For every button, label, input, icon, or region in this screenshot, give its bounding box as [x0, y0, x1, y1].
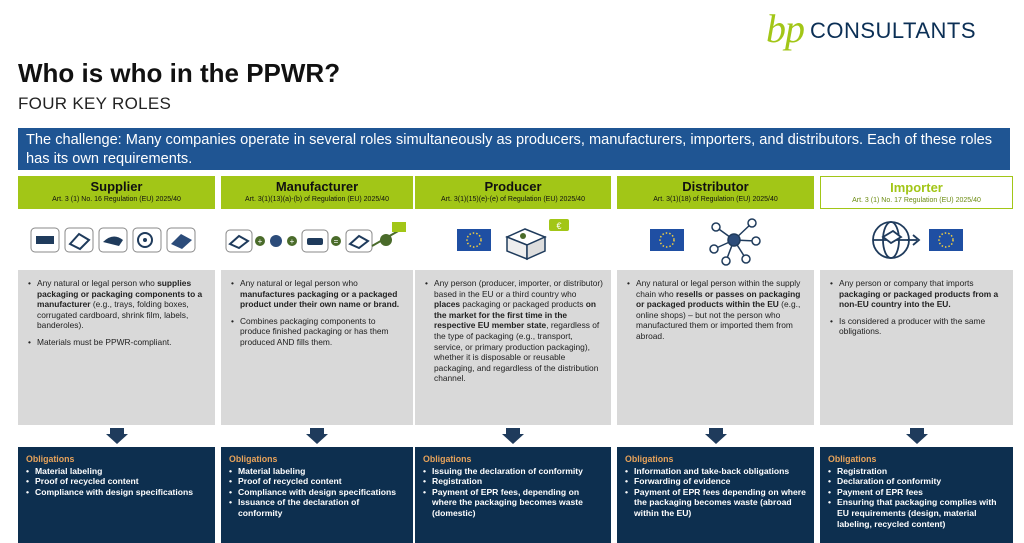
role-illustration — [18, 209, 215, 270]
role-illustration — [415, 209, 611, 270]
role-reference: Art. 3(1)(13)(a)-(b) of Regulation (EU) 2025/40 — [245, 196, 389, 203]
description-item: • Any person or company that imports packaging or packaged products from a non-EU country into the EU. — [830, 278, 1005, 310]
role-name: Supplier — [90, 179, 143, 194]
obligations-title: Obligations — [423, 454, 472, 464]
obligations-title: Obligations — [625, 454, 674, 464]
obligation-item: • Compliance with design specifications — [26, 487, 207, 498]
obligation-item: • Registration — [828, 466, 1005, 477]
description-item: • Combines packaging components to produce finished packaging or has them produced AND fills them. — [231, 316, 405, 348]
eu-flag-icon — [650, 229, 684, 251]
ball-icon — [270, 235, 282, 247]
eu-flag-icon — [929, 229, 963, 251]
obligation-item: • Ensuring that packaging complies with EU requirements (design, material labeling, recycled content) — [828, 497, 1005, 529]
down-arrow-icon — [18, 425, 215, 447]
brand-logo — [765, 6, 976, 51]
obligations-title: Obligations — [828, 454, 877, 464]
description-item: • Any natural or legal person who manufactures packaging or a packaged product under their own name or brand. — [231, 278, 405, 310]
pallet-icon — [167, 228, 195, 252]
role-header — [617, 176, 814, 209]
obligations-box — [820, 447, 1013, 543]
role-description — [221, 270, 413, 425]
obligations-box — [18, 447, 215, 543]
logo-mark: bp — [765, 6, 804, 51]
network-icon — [710, 219, 760, 265]
role-description — [18, 270, 215, 425]
down-arrow-icon — [415, 425, 611, 447]
down-arrow-icon — [617, 425, 814, 447]
obligations-box — [617, 447, 814, 543]
description-item: • Any natural or legal person within the supply chain who resells or passes on packaging or packaged products within the EU (e.g., online shops) – but not the person who manufactured them or imported them from abroad. — [627, 278, 806, 342]
role-header — [221, 176, 413, 209]
obligation-item: • Payment of EPR fees — [828, 487, 1005, 498]
challenge-banner: The challenge: Many companies operate in several roles simultaneously as producers, manufacturers, importers, and distributors. Each of these roles has its own requirements. — [18, 128, 1010, 170]
packed-box-icon — [346, 230, 372, 252]
obligations-title: Obligations — [26, 454, 75, 464]
eu-flag-icon — [457, 229, 491, 251]
down-arrow-icon — [820, 425, 1013, 447]
role-header — [18, 176, 215, 209]
role-reference: Art. 3 (1) No. 16 Regulation (EU) 2025/40 — [52, 196, 181, 203]
obligation-item: • Declaration of conformity — [828, 476, 1005, 487]
obligations-title: Obligations — [229, 454, 278, 464]
obligation-item: • Compliance with design specifications — [229, 487, 405, 498]
obligation-item: • Proof of recycled content — [26, 476, 207, 487]
role-description — [415, 270, 611, 425]
role-illustration — [617, 209, 814, 270]
role-illustration — [820, 209, 1013, 270]
role-column-distributor — [617, 176, 814, 530]
obligation-item: • Material labeling — [229, 466, 405, 477]
role-name: Producer — [484, 179, 542, 194]
euro-tag-icon — [549, 219, 569, 231]
role-illustration — [221, 209, 413, 270]
obligation-item: • Payment of EPR fees depending on where the packaging becomes waste (abroad within the EU) — [625, 487, 806, 519]
role-header — [820, 176, 1013, 209]
parcel-icon — [507, 229, 545, 259]
svg-text:=: = — [333, 236, 339, 246]
obligation-item: • Forwarding of evidence — [625, 476, 806, 487]
money-icon — [372, 222, 406, 246]
role-reference: Art. 3 (1) No. 17 Regulation (EU) 2025/40 — [852, 197, 981, 204]
role-reference: Art. 3(1)(15)(e)-(e) of Regulation (EU) 2025/40 — [441, 196, 585, 203]
role-column-supplier — [18, 176, 215, 530]
tray-icon — [31, 228, 59, 252]
obligation-item: • Material labeling — [26, 466, 207, 477]
role-name: Distributor — [682, 179, 749, 194]
page-subtitle: FOUR KEY ROLES — [18, 94, 172, 113]
shrink-film-icon — [99, 228, 127, 252]
role-column-importer — [820, 176, 1013, 530]
obligation-item: • Payment of EPR fees, depending on where the packaging becomes waste (domestic) — [423, 487, 603, 519]
role-name: Manufacturer — [275, 179, 359, 194]
description-item: • Materials must be PPWR-compliant. — [28, 337, 207, 348]
role-column-manufacturer — [221, 176, 413, 530]
role-description — [820, 270, 1013, 425]
obligation-item: • Information and take-back obligations — [625, 466, 806, 477]
obligation-item: • Registration — [423, 476, 603, 487]
svg-text:€: € — [556, 220, 562, 231]
role-reference: Art. 3(1)(18) of Regulation (EU) 2025/40 — [653, 196, 778, 203]
role-name: Importer — [890, 180, 943, 195]
description-item: • Any person (producer, importer, or distributor) based in the EU or a third country who places packaging or packaged products on the market for the first time in the respective EU member state, regardless of the type of packaging (e.g., transport, service, or primary production packaging), whether it is disposable or reusable packaging, and regardless of the distribution channel. — [425, 278, 603, 384]
tray-icon — [226, 230, 252, 252]
role-description — [617, 270, 814, 425]
globe-icon — [873, 222, 919, 258]
obligations-box — [415, 447, 611, 543]
obligation-item: • Proof of recycled content — [229, 476, 405, 487]
obligation-item: • Issuance of the declaration of conformity — [229, 497, 405, 518]
role-header — [415, 176, 611, 209]
bottle-icon — [302, 230, 328, 252]
page-title: Who is who in the PPWR? — [18, 58, 341, 88]
svg-text:+: + — [257, 236, 263, 246]
logo-name: CONSULTANTS — [809, 18, 976, 43]
folding-box-icon — [65, 228, 93, 252]
obligations-box — [221, 447, 413, 543]
obligation-item: • Issuing the declaration of conformity — [423, 466, 603, 477]
label-roll-icon — [133, 228, 161, 252]
description-item: • Any natural or legal person who supplies packaging or packaging components to a manufacturer (e.g., trays, folding boxes, corrugated cardboard, shrink film, labels, banderoles). — [28, 278, 207, 331]
role-column-producer — [415, 176, 611, 530]
down-arrow-icon — [221, 425, 413, 447]
description-item: • Is considered a producer with the same obligations. — [830, 316, 1005, 337]
svg-text:+: + — [289, 236, 295, 246]
